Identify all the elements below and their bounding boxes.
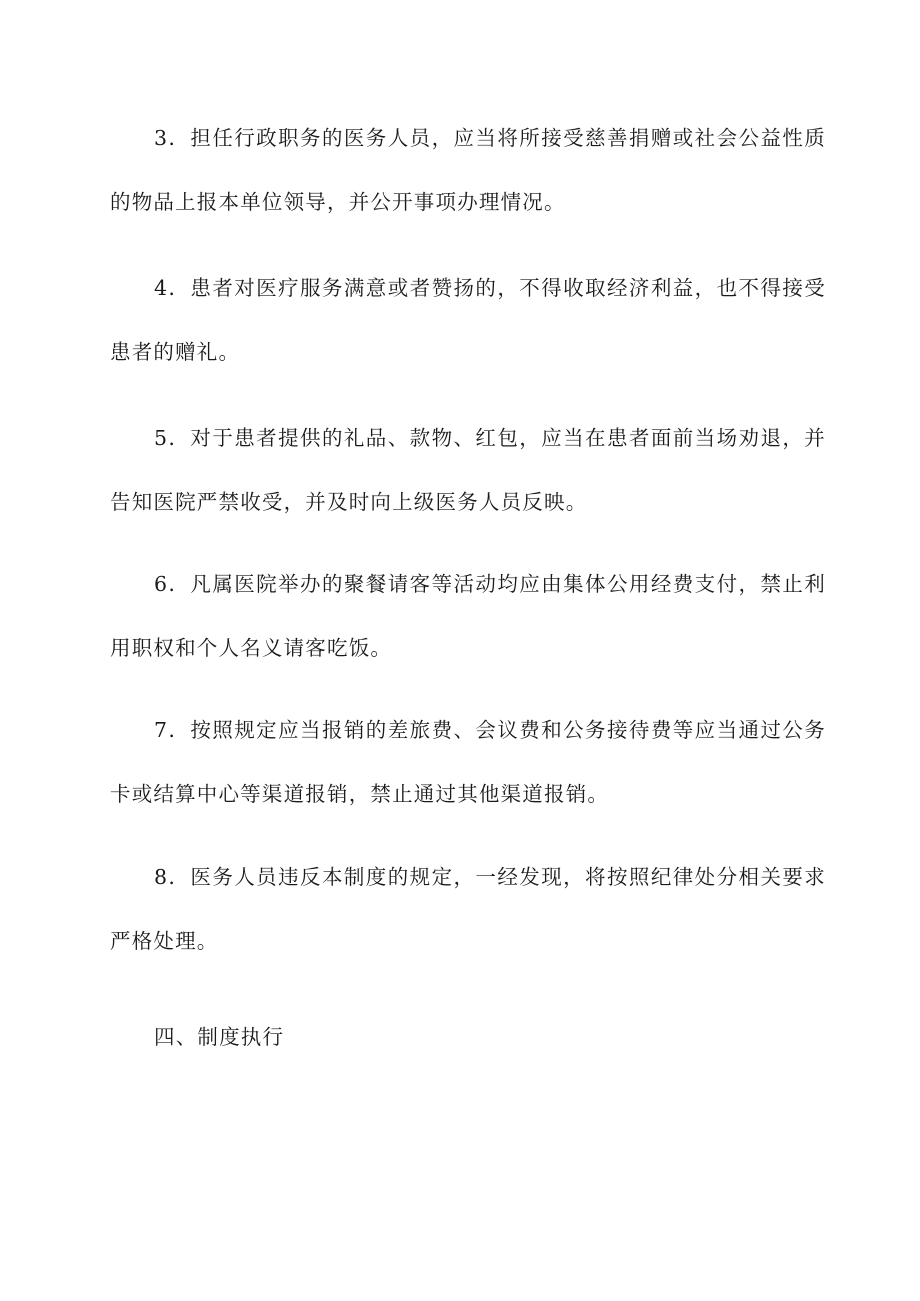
paragraph-item-3: 3．担任行政职务的医务人员，应当将所接受慈善捐赠或社会公益性质的物品上报本单位领导，并公开事项办理情况。 — [110, 126, 826, 214]
paragraph-item-4: 4．患者对医疗服务满意或者赞扬的，不得收取经济利益，也不得接受患者的赠礼。 — [110, 276, 826, 364]
section-heading: 四、制度执行 — [154, 1025, 285, 1049]
paragraph-item-8: 8．医务人员违反本制度的规定，一经发现，将按照纪律处分相关要求严格处理。 — [110, 865, 826, 953]
paragraph-item-5: 5．对于患者提供的礼品、款物、红包，应当在患者面前当场劝退，并告知医院严禁收受，并及时向上级医务人员反映。 — [110, 426, 826, 514]
paragraph-item-6: 6．凡属医院举办的聚餐请客等活动均应由集体公用经费支付，禁止利用职权和个人名义请客吃饭。 — [110, 572, 826, 660]
paragraph-item-7: 7．按照规定应当报销的差旅费、会议费和公务接待费等应当通过公务卡或结算中心等渠道报销，禁止通过其他渠道报销。 — [110, 718, 826, 806]
